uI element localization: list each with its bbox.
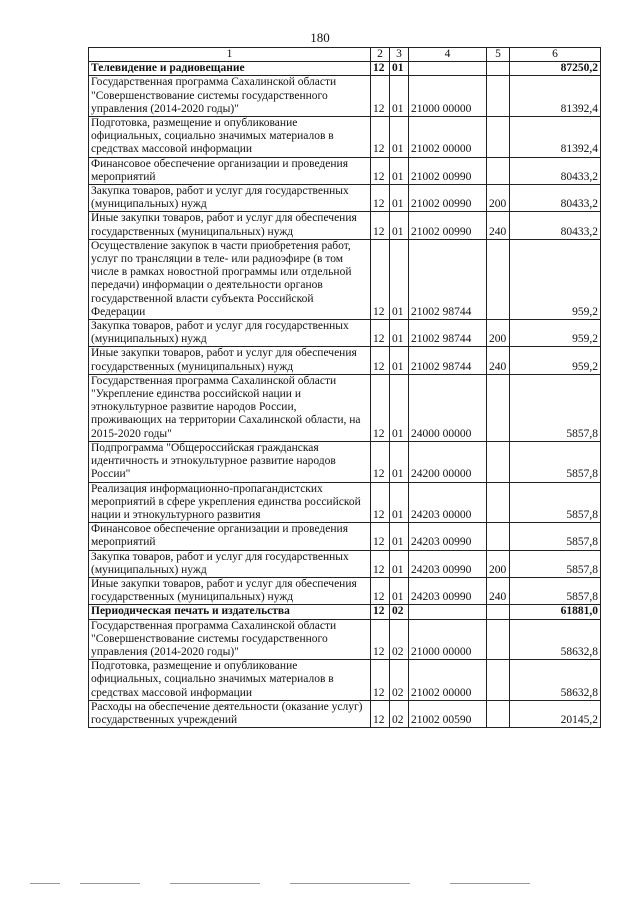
scan-artifact-marks <box>30 878 610 890</box>
row-amount-cell: 87250,2 <box>510 62 601 76</box>
row-amount-cell: 20145,2 <box>510 700 601 727</box>
row-subsection-code-cell: 02 <box>390 605 409 619</box>
row-subsection-code-cell: 01 <box>390 374 409 441</box>
row-subsection-code-cell: 01 <box>390 117 409 158</box>
table-header-row <box>89 48 601 62</box>
row-expense-type-cell <box>487 117 510 158</box>
row-amount-cell: 5857,8 <box>510 550 601 577</box>
row-subsection-code-cell: 01 <box>390 239 409 319</box>
row-expense-type-cell <box>487 76 510 117</box>
table-body <box>89 62 601 728</box>
row-section-code-cell: 12 <box>371 347 390 374</box>
row-name-cell: Государственная программа Сахалинской области "Совершенствование системы государственного управления (2014-2020 годы)" <box>89 76 371 117</box>
row-section-code-cell: 12 <box>371 660 390 701</box>
row-amount-cell: 80433,2 <box>510 212 601 239</box>
row-target-article-cell: 24203 00990 <box>409 550 487 577</box>
row-target-article-cell: 21002 98744 <box>409 347 487 374</box>
table-row <box>89 660 601 701</box>
row-subsection-code-cell: 02 <box>390 700 409 727</box>
table-row <box>89 185 601 212</box>
row-subsection-code-cell: 01 <box>390 320 409 347</box>
row-subsection-code-cell: 01 <box>390 157 409 184</box>
row-subsection-code-cell: 01 <box>390 550 409 577</box>
row-subsection-code-cell: 02 <box>390 660 409 701</box>
row-expense-type-cell <box>487 62 510 76</box>
row-name-cell: Государственная программа Сахалинской области "Укрепление единства российской нации и этнокультурное развитие народов России, проживающих на территории Сахалинской области, на 2015-2020 годы" <box>89 374 371 441</box>
row-amount-cell: 81392,4 <box>510 76 601 117</box>
row-amount-cell: 58632,8 <box>510 619 601 660</box>
table-row <box>89 619 601 660</box>
table-row <box>89 76 601 117</box>
row-target-article-cell: 21002 98744 <box>409 239 487 319</box>
row-subsection-code-cell: 01 <box>390 185 409 212</box>
row-name-cell: Закупка товаров, работ и услуг для государственных (муниципальных) нужд <box>89 185 371 212</box>
row-name-cell: Закупка товаров, работ и услуг для государственных (муниципальных) нужд <box>89 320 371 347</box>
row-section-code-cell: 12 <box>371 185 390 212</box>
row-expense-type-cell <box>487 157 510 184</box>
row-expense-type-cell: 200 <box>487 185 510 212</box>
row-amount-cell: 5857,8 <box>510 523 601 550</box>
row-name-cell: Осуществление закупок в части приобретения работ, услуг по трансляции в теле- или радиоэфире (в том числе в рамках новостной программы или отдельной передачи) информации о деятельности органов государственной власти субъекта Российской Федерации <box>89 239 371 319</box>
row-section-code-cell: 12 <box>371 157 390 184</box>
row-expense-type-cell: 240 <box>487 577 510 604</box>
row-section-code-cell: 12 <box>371 700 390 727</box>
row-target-article-cell: 21000 00000 <box>409 76 487 117</box>
row-section-code-cell: 12 <box>371 550 390 577</box>
row-subsection-code-cell: 01 <box>390 212 409 239</box>
row-expense-type-cell <box>487 660 510 701</box>
row-amount-cell: 81392,4 <box>510 117 601 158</box>
table-row <box>89 523 601 550</box>
row-name-cell: Подготовка, размещение и опубликование официальных, социально значимых материалов в средствах массовой информации <box>89 117 371 158</box>
row-section-code-cell: 12 <box>371 62 390 76</box>
table-row <box>89 117 601 158</box>
row-expense-type-cell: 240 <box>487 347 510 374</box>
row-section-code-cell: 12 <box>371 619 390 660</box>
row-subsection-code-cell: 01 <box>390 441 409 482</box>
row-target-article-cell: 21002 00000 <box>409 660 487 701</box>
row-name-cell: Финансовое обеспечение организации и проведения мероприятий <box>89 523 371 550</box>
row-amount-cell: 80433,2 <box>510 185 601 212</box>
row-target-article-cell: 21000 00000 <box>409 619 487 660</box>
row-target-article-cell: 21002 00590 <box>409 700 487 727</box>
row-subsection-code-cell: 02 <box>390 619 409 660</box>
section-row <box>89 62 601 76</box>
budget-table <box>88 47 601 728</box>
row-amount-cell: 5857,8 <box>510 374 601 441</box>
row-amount-cell: 959,2 <box>510 347 601 374</box>
row-amount-cell: 58632,8 <box>510 660 601 701</box>
row-target-article-cell: 24200 00000 <box>409 441 487 482</box>
header-col-4: 4 <box>409 48 487 62</box>
row-target-article-cell: 21002 98744 <box>409 320 487 347</box>
row-subsection-code-cell: 01 <box>390 76 409 117</box>
table-row <box>89 347 601 374</box>
row-target-article-cell: 24203 00000 <box>409 482 487 523</box>
row-section-code-cell: 12 <box>371 605 390 619</box>
row-subsection-code-cell: 01 <box>390 62 409 76</box>
row-name-cell: Реализация информационно-пропагандистских мероприятий в сфере укрепления единства российской нации и этнокультурного развития <box>89 482 371 523</box>
row-amount-cell: 959,2 <box>510 320 601 347</box>
row-name-cell: Закупка товаров, работ и услуг для государственных (муниципальных) нужд <box>89 550 371 577</box>
row-target-article-cell: 24203 00990 <box>409 577 487 604</box>
row-expense-type-cell <box>487 374 510 441</box>
table-row <box>89 212 601 239</box>
row-amount-cell: 959,2 <box>510 239 601 319</box>
row-name-cell: Расходы на обеспечение деятельности (оказание услуг) государственных учреждений <box>89 700 371 727</box>
table-row <box>89 320 601 347</box>
header-col-1: 1 <box>89 48 371 62</box>
table-row <box>89 577 601 604</box>
row-target-article-cell: 21002 00990 <box>409 212 487 239</box>
row-section-code-cell: 12 <box>371 239 390 319</box>
row-section-code-cell: 12 <box>371 212 390 239</box>
row-subsection-code-cell: 01 <box>390 523 409 550</box>
row-section-code-cell: 12 <box>371 523 390 550</box>
row-section-code-cell: 12 <box>371 441 390 482</box>
row-name-cell: Финансовое обеспечение организации и проведения мероприятий <box>89 157 371 184</box>
table-row <box>89 239 601 319</box>
row-section-code-cell: 12 <box>371 577 390 604</box>
row-amount-cell: 5857,8 <box>510 577 601 604</box>
row-subsection-code-cell: 01 <box>390 577 409 604</box>
row-name-cell: Подготовка, размещение и опубликование официальных, социально значимых материалов в средствах массовой информации <box>89 660 371 701</box>
header-col-3: 3 <box>390 48 409 62</box>
row-target-article-cell: 21002 00990 <box>409 185 487 212</box>
row-expense-type-cell <box>487 482 510 523</box>
row-amount-cell: 5857,8 <box>510 441 601 482</box>
row-name-cell: Иные закупки товаров, работ и услуг для обеспечения государственных (муниципальных) нужд <box>89 347 371 374</box>
row-expense-type-cell: 200 <box>487 320 510 347</box>
row-amount-cell: 5857,8 <box>510 482 601 523</box>
table-row <box>89 374 601 441</box>
row-name-cell: Иные закупки товаров, работ и услуг для обеспечения государственных (муниципальных) нужд <box>89 212 371 239</box>
row-expense-type-cell: 240 <box>487 212 510 239</box>
page-number: 180 <box>310 30 330 45</box>
table-row <box>89 441 601 482</box>
row-name-cell: Подпрограмма "Общероссийская гражданская идентичность и этнокультурное развитие народов России" <box>89 441 371 482</box>
table-row <box>89 550 601 577</box>
row-target-article-cell <box>409 605 487 619</box>
row-expense-type-cell <box>487 619 510 660</box>
section-row <box>89 605 601 619</box>
table-row <box>89 700 601 727</box>
row-subsection-code-cell: 01 <box>390 347 409 374</box>
row-expense-type-cell <box>487 523 510 550</box>
row-section-code-cell: 12 <box>371 374 390 441</box>
row-expense-type-cell: 200 <box>487 550 510 577</box>
row-target-article-cell: 21002 00990 <box>409 157 487 184</box>
row-section-code-cell: 12 <box>371 117 390 158</box>
row-expense-type-cell <box>487 700 510 727</box>
row-subsection-code-cell: 01 <box>390 482 409 523</box>
row-section-code-cell: 12 <box>371 482 390 523</box>
row-expense-type-cell <box>487 605 510 619</box>
row-target-article-cell: 24000 00000 <box>409 374 487 441</box>
header-col-5: 5 <box>487 48 510 62</box>
row-name-cell: Телевидение и радиовещание <box>89 62 371 76</box>
table-row <box>89 482 601 523</box>
header-col-2: 2 <box>371 48 390 62</box>
row-target-article-cell <box>409 62 487 76</box>
row-expense-type-cell <box>487 239 510 319</box>
row-amount-cell: 61881,0 <box>510 605 601 619</box>
row-amount-cell: 80433,2 <box>510 157 601 184</box>
row-name-cell: Государственная программа Сахалинской области "Совершенствование системы государственного управления (2014-2020 годы)" <box>89 619 371 660</box>
row-name-cell: Иные закупки товаров, работ и услуг для обеспечения государственных (муниципальных) нужд <box>89 577 371 604</box>
row-target-article-cell: 21002 00000 <box>409 117 487 158</box>
row-target-article-cell: 24203 00990 <box>409 523 487 550</box>
row-section-code-cell: 12 <box>371 76 390 117</box>
row-section-code-cell: 12 <box>371 320 390 347</box>
row-expense-type-cell <box>487 441 510 482</box>
table-row <box>89 157 601 184</box>
row-name-cell: Периодическая печать и издательства <box>89 605 371 619</box>
header-col-6: 6 <box>510 48 601 62</box>
